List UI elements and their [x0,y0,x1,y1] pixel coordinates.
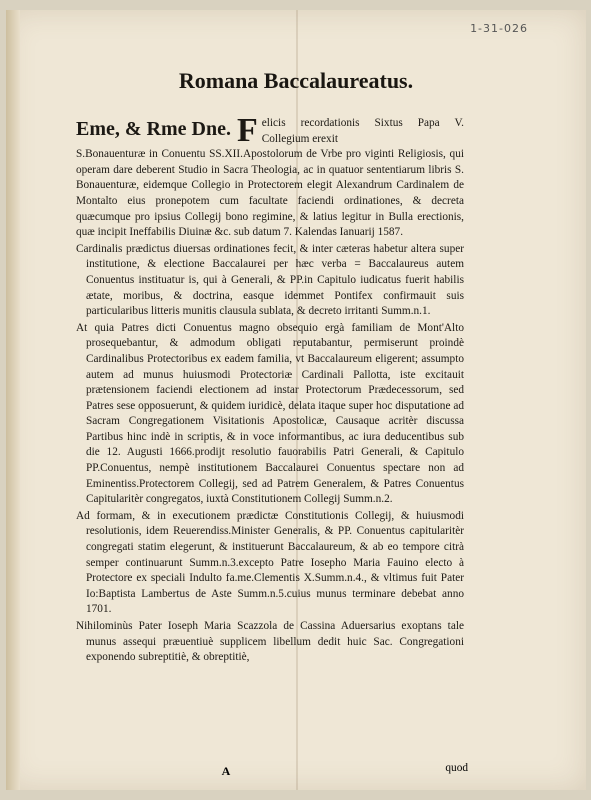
signature-mark: A [221,764,231,778]
paragraph-2: Cardinalis prædictus diuersas ordinationes fecit, & inter cæteras habetur altera super institutione, & electione Baccalaurei per hæc verba = Baccalaureus autem Conuentus instituatur is, qui à Generali, & PP.in Capitulo iudicatus fuerit habilis ætate, moribus, & doctrina, easque idemmet Pontifex confirmauit suis particularibus litteris munitis clausula sublata, & decreto irritanti Summ.n.1. [76,242,464,318]
document-page [6,10,586,790]
document-body [76,112,464,666]
page-footer [6,762,586,780]
opening-text: elicis recordationis Sixtus Papa V. Collegium erexit [261,117,464,145]
catchword: quod [445,762,468,774]
drop-cap: F [236,112,258,149]
archive-number: 1-31-026 [470,22,528,35]
salutation: Eme, & Rme Dne. [76,118,231,140]
opening-line [76,112,464,149]
document-title: Romana Baccalaureatus. [178,68,414,93]
binding-edge [6,10,20,790]
paragraph-5: Nihilominùs Pater Ioseph Maria Scazzola de Cassina Aduersarius exoptans tale munus assequi præuentiuè supplicem libellum dedit huic Sac. Congregationi exponendo subreptitiè, & obreptitiè, [76,620,464,664]
paragraph-3: At quia Patres dicti Conuentus magno obsequio ergà familiam de Mont'Alto prosequebantur, & admodum obligati reputabantur, permiserunt proindè Cardinalibus Protectoribus ex eadem familia, vt Baccalaureum eligerent; assumpto autem ad munus huiusmodi Protectoriæ Cardinali Pallotta, iste excitauit prætensionem faciendi electionem ad instar Protectorum Prædecessorum, sed Patres sese opposuerunt, & quidem iuridicè, delata itaque super hoc disputatione ad Sacram Congregationem Visitationis Apostolicæ, Causaque acritèr discussa Partibus hinc indè in scriptis, & in voce informantibus, ac iura deducentibus sub die 12. Augusti 1666.prodijt resolutio fauorabilis Patri Generali, & Capitulo PP.Conuentus, nempè institutionem Baccalaurei Conuentus spectare non ad Eminentiss.Protectorem Collegij, sed ad Patrem Generalem, & Patres Conuentus Capitularitèr congregatos, iuxtà Constitutionem Collegij Summ.n.2. [76,321,464,506]
paragraph-1-continued: S.Bonauenturæ in Conuentu SS.XII.Apostolorum de Vrbe pro viginti Religiosis, qui operam dare deberent Studio in Sacra Theologia, ac in quatuor sententiarum libris S. Bonauenturæ, eidemque Collegio in Protectorem elegit Alexandrum Cardinalem de Montalto eius pronepotem cum facultate faciendi ordinationes, & decreta quæcumque pro ipsius Collegij bono regimine, & latius legitur in Bulla erectionis, quæ incipit Ineffabilis Diuinæ &c. sub datum 7. Kalendas Ianuarij 1587. [76,148,464,239]
paragraph-4: Ad formam, & in executionem prædictæ Constitutionis Collegij, & huiusmodi resolutionis, idem Reuerendiss.Minister Generalis, & PP. Conuentus capitularitèr congregati statim elegerunt, & instituerunt Baccalaureum, & ab eo tempore citrà semper continuarunt Summ.n.3.excepto Patre Iosepho Maria Fauino electo à Protectore ex speciali Indulto fa.me.Clementis X.Summ.n.4., & vltimus fuit Pater Io:Baptista Lambertus de Aste Summ.n.5.cuius munus terminare debebat anno 1701. [76,509,464,616]
